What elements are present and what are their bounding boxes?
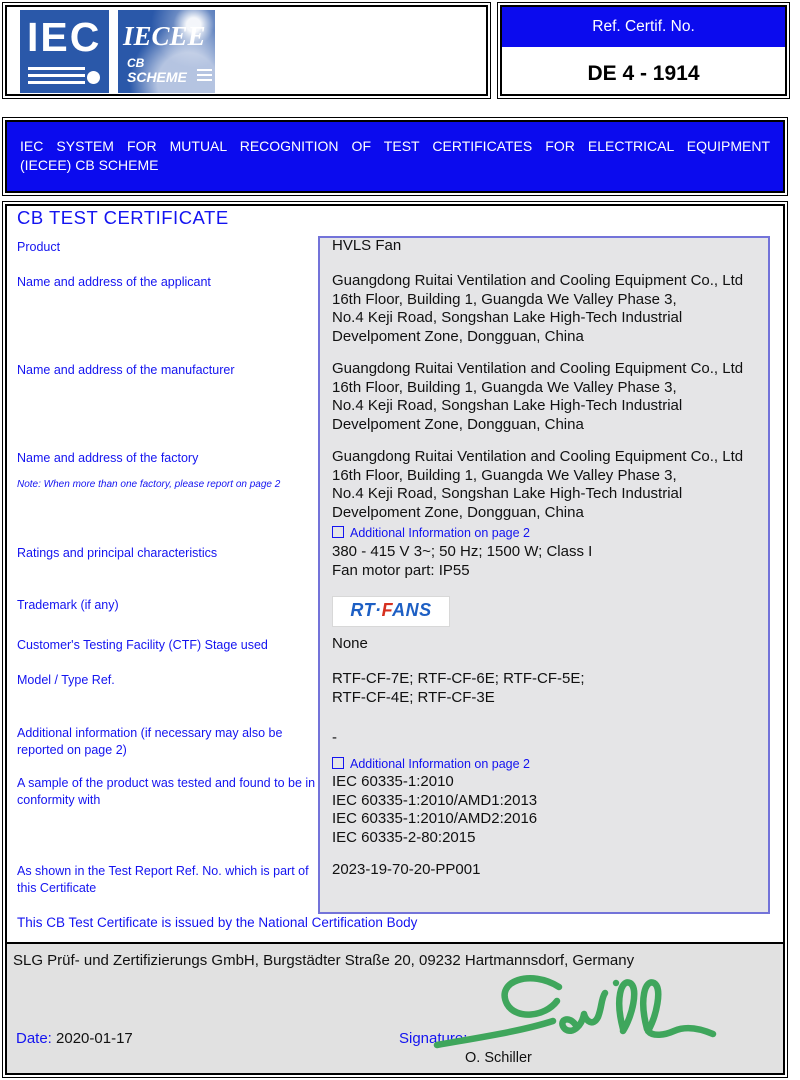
applicant-address-line: Guangdong Ruitai Ventilation and Cooling Equipment Co., Ltd [332, 272, 744, 289]
factory-additional-info-row [332, 526, 530, 540]
banner-line-1: IEC SYSTEM FOR MUTUAL RECOGNITION OF TEST CERTIFICATES FOR ELECTRICAL EQUIPMENT [20, 138, 770, 154]
ncb-name-address: SLG Prüf- und Zertifizierungs GmbH, Burgstädter Straße 20, 09232 Hartmannsdorf, Germany [13, 952, 635, 969]
ncb-footer [7, 942, 783, 1073]
model-type-value [332, 670, 756, 707]
additional-info-checkbox-label: Additional Information on page 2 [350, 757, 530, 771]
additional-info-label: Additional information (if necessary may also be reported on page 2) [17, 726, 283, 757]
product-value: HVLS Fan [332, 237, 402, 254]
date-label: Date: [16, 1030, 52, 1047]
model-type-line: RTF-CF-7E; RTF-CF-6E; RTF-CF-5E; [332, 670, 585, 687]
issued-by-statement: This CB Test Certificate is issued by the National Certification Body [17, 915, 418, 930]
conformity-standards [332, 773, 756, 847]
iecee-logo-scheme: SCHEME [127, 69, 187, 85]
additional-info-row [332, 757, 530, 771]
iecee-logo-title: IECEE [123, 21, 206, 51]
date-line [16, 1030, 133, 1047]
factory-note: Note: When more than one factory, please report on page 2 [17, 479, 281, 490]
factory-additional-info-label: Additional Information on page 2 [350, 526, 530, 540]
ratings-label: Ratings and principal characteristics [17, 546, 218, 560]
additional-info-value: - [332, 729, 337, 746]
applicant-address-line: 16th Floor, Building 1, Guangda We Valley Phase 3, [332, 290, 677, 308]
model-type-line: RTF-CF-4E; RTF-CF-3E [332, 688, 495, 706]
standard-item: IEC 60335-1:2010 [332, 773, 454, 790]
scheme-banner [2, 117, 788, 196]
model-type-label: Model / Type Ref. [17, 673, 115, 687]
ratings-line: 380 - 415 V 3~; 50 Hz; 1500 W; Class I [332, 543, 593, 560]
manufacturer-address-line: 16th Floor, Building 1, Guangda We Valley Phase 3, [332, 378, 677, 396]
test-report-label: As shown in the Test Report Ref. No. which is part of this Certificate [17, 864, 309, 895]
certificate-body-box [2, 201, 788, 1078]
date-value: 2020-01-17 [56, 1030, 133, 1047]
standard-item: IEC 60335-2-80:2015 [332, 828, 476, 846]
manufacturer-address-line: Guangdong Ruitai Ventilation and Cooling Equipment Co., Ltd [332, 360, 744, 377]
ratings-value [332, 543, 756, 580]
trademark-text-ans: ANS [392, 600, 432, 620]
rt-fans-trademark-logo [332, 596, 450, 627]
factory-address [332, 448, 756, 522]
manufacturer-address [332, 360, 756, 434]
factory-address-line: Guangdong Ruitai Ventilation and Cooling Equipment Co., Ltd [332, 448, 744, 465]
trademark-text-f: F [381, 600, 393, 620]
iecee-logo-lines-icon [197, 69, 212, 82]
signatory-name: O. Schiller [465, 1050, 532, 1066]
ref-certificate-box [497, 2, 790, 99]
manufacturer-address-line: Develpoment Zone, Dongguan, China [332, 415, 584, 433]
product-label: Product [17, 240, 61, 254]
iecee-logo-cb: CB [127, 56, 145, 70]
trademark-label: Trademark (if any) [17, 598, 119, 612]
applicant-address [332, 272, 756, 346]
conformity-label: A sample of the product was tested and found to be in conformity with [17, 776, 316, 807]
iec-logo-text: IEC [27, 14, 102, 60]
ctf-label: Customer's Testing Facility (CTF) Stage used [17, 638, 268, 652]
factory-address-line: 16th Floor, Building 1, Guangda We Valley Phase 3, [332, 466, 677, 484]
manufacturer-address-line: No.4 Keji Road, Songshan Lake High-Tech Industrial [332, 397, 683, 415]
iec-logo-dot-icon [87, 71, 100, 84]
checkbox-icon [332, 526, 344, 538]
applicant-address-line: Develpoment Zone, Dongguan, China [332, 327, 584, 345]
factory-address-line: Develpoment Zone, Dongguan, China [332, 503, 584, 521]
certificate-number: DE 4 - 1914 [587, 62, 700, 85]
applicant-label: Name and address of the applicant [17, 275, 211, 289]
banner-line-2: (IECEE) CB SCHEME [20, 157, 159, 173]
certificate-title: CB TEST CERTIFICATE [17, 207, 229, 228]
standard-item: IEC 60335-1:2010/AMD2:2016 [332, 810, 538, 828]
iec-logo-icon [20, 10, 109, 93]
ctf-value: None [332, 635, 368, 652]
factory-address-line: No.4 Keji Road, Songshan Lake High-Tech Industrial [332, 485, 683, 503]
logo-box [2, 2, 491, 99]
manufacturer-label: Name and address of the manufacturer [17, 363, 235, 377]
factory-label: Name and address of the factory [17, 451, 199, 465]
iec-logo-lines-icon [28, 67, 85, 84]
iecee-cb-scheme-logo-icon [118, 10, 215, 93]
checkbox-icon [332, 757, 344, 769]
standard-item: IEC 60335-1:2010/AMD1:2013 [332, 791, 538, 809]
applicant-address-line: No.4 Keji Road, Songshan Lake High-Tech Industrial [332, 309, 683, 327]
trademark-text-rt: RT· [350, 600, 382, 620]
test-report-value: 2023-19-70-20-PP001 [332, 861, 481, 878]
signature-label: Signature: [399, 1030, 468, 1047]
ref-certif-no-label: Ref. Certif. No. [502, 7, 785, 47]
ratings-line: Fan motor part: IP55 [332, 561, 470, 579]
